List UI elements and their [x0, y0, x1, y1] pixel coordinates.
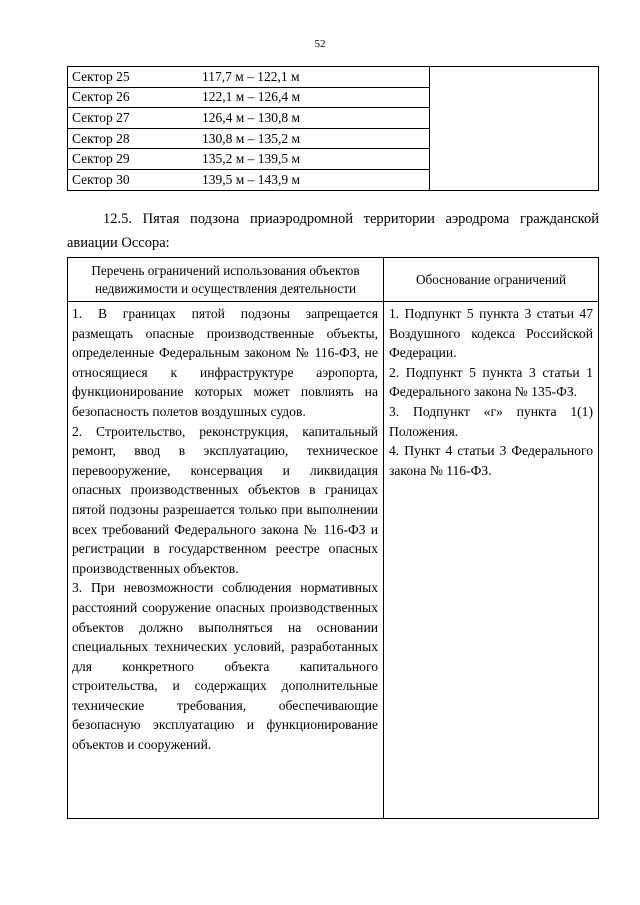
- justification-item: 3. Подпункт «г» пункта 1(1) Положения.: [389, 403, 593, 439]
- header-justification: Обоснование ограничений: [415, 271, 567, 287]
- justification-column: [389, 304, 593, 480]
- sector-range: 130,8 м – 135,2 м: [202, 130, 301, 146]
- restriction-item: 1. В границах пятой подзоны запрещается размещать опасные производственные объекты, определенные Федеральным законом № 116-ФЗ, не относящиеся к инфраструктуре аэропорта, функционирование которых может повлиять на безопасность полетов воздушных судов.: [72, 306, 378, 419]
- sector-table: [67, 66, 599, 191]
- justification-item: 1. Подпункт 5 пункта 3 статьи 47 Воздушного кодекса Российской Федерации.: [389, 306, 593, 361]
- table-row: [68, 108, 429, 129]
- restrictions-table: [67, 257, 599, 819]
- sector-range: 139,5 м – 143,9 м: [202, 172, 301, 188]
- sector-name: Сектор 30: [72, 172, 130, 188]
- sector-name: Сектор 27: [72, 109, 130, 125]
- section-heading: 12.5. Пятая подзона приаэродромной территории аэродрома гражданской авиации Оссора:: [67, 211, 599, 251]
- restrictions-column: [72, 304, 378, 755]
- restriction-item: 2. Строительство, реконструкция, капитальный ремонт, ввод в эксплуатацию, техническое перевооружение, консервация и ликвидация опасных производственных объектов в границах пятой подзоны разрешается только при выполнении всех требований Федерального закона № 116-ФЗ и регистрации в государственном реестре опасных производственных объектов.: [72, 423, 378, 576]
- column-divider: [383, 258, 384, 818]
- header-divider: [68, 301, 598, 302]
- sector-name: Сектор 25: [72, 68, 130, 84]
- page-number: 52: [314, 38, 326, 50]
- justification-item: 4. Пункт 4 статьи 3 Федерального закона № 116-ФЗ.: [389, 443, 593, 478]
- sector-name: Сектор 29: [72, 151, 130, 167]
- sector-range: 126,4 м – 130,8 м: [202, 109, 301, 125]
- sector-range: 117,7 м – 122,1 м: [202, 68, 300, 84]
- table-row: [68, 170, 429, 191]
- justification-item: 2. Подпункт 5 пункта 3 статьи 1 Федерального закона № 135-ФЗ.: [389, 364, 593, 400]
- table-row: [68, 149, 429, 170]
- table-row: [68, 67, 429, 88]
- column-divider: [429, 67, 430, 190]
- sector-range: 135,2 м – 139,5 м: [202, 151, 301, 167]
- table-row: [68, 129, 429, 150]
- sector-name: Сектор 28: [72, 130, 130, 146]
- header-restrictions: Перечень ограничений использования объектов недвижимости и осуществления деятельности: [91, 263, 360, 296]
- restriction-item: 3. При невозможности соблюдения нормативных расстояний сооружение опасных производственных объектов должно выполняться на основании специальных технических условий, разработанных для конкретного объекта капитального строительства, и содержащих дополнительные технические требования, обеспечивающие безопасную эксплуатацию и функционирование объектов и сооружений.: [72, 580, 378, 753]
- table-row: [68, 88, 429, 109]
- sector-name: Сектор 26: [72, 89, 130, 105]
- sector-range: 122,1 м – 126,4 м: [202, 89, 301, 105]
